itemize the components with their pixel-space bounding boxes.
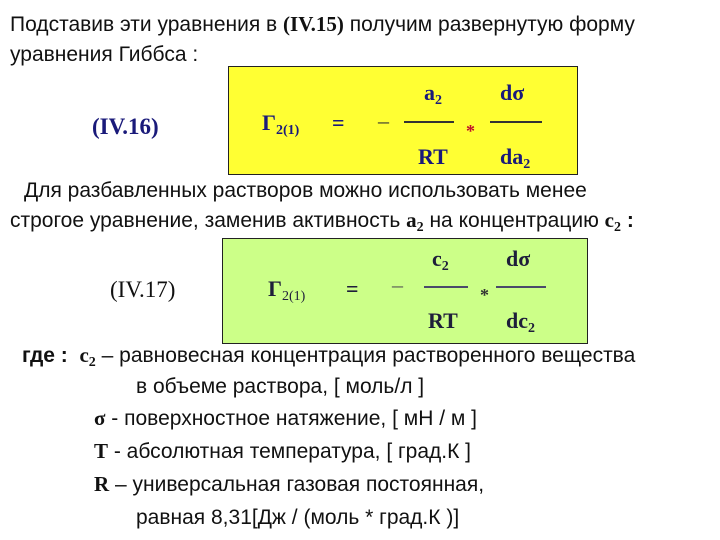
fraction4-denominator <box>506 310 535 336</box>
fraction3-denominator: RT <box>428 308 458 333</box>
equation-reference: (IV.15) <box>283 12 344 36</box>
gamma-subscript: 2(1) <box>276 123 300 138</box>
fraction2-denominator <box>500 146 530 172</box>
gamma-lhs <box>262 112 299 138</box>
dilute-line-1: Для разбавленных растворов можно использовать менее <box>24 179 587 202</box>
gamma-symbol: Γ <box>262 110 276 135</box>
gamma-subscript-17: 2(1) <box>282 289 306 304</box>
activity-subscript: 2 <box>435 93 442 108</box>
fraction4-numerator: dσ <box>506 246 531 271</box>
fraction2-numerator: dσ <box>500 80 525 105</box>
dc-subscript: 2 <box>528 321 535 336</box>
sigma-description: - поверхностное натяжение, [ мН / м ] <box>105 407 477 430</box>
c2-symbol: $c_2$ <box>79 343 96 370</box>
equation-label-iv16: (IV.16) <box>92 114 159 139</box>
minus-sign-17: – <box>392 272 403 297</box>
c2-description: – равновесная концентрация растворенного вещества <box>95 344 636 367</box>
minus-sign: – <box>378 108 389 133</box>
definition-R-cont: равная 8,31[Дж / (моль * град.К )] <box>136 506 460 529</box>
fraction4-bar <box>496 286 546 288</box>
R-description: – универсальная газовая постоянная, <box>109 473 485 496</box>
where-label: где : <box>22 344 68 367</box>
sigma-symbol: σ <box>94 406 106 430</box>
multiply-sign: * <box>466 121 475 141</box>
equation-label-iv17: (IV.17) <box>110 277 176 302</box>
dilute-text: строгое уравнение, заменив активность <box>10 209 407 232</box>
dc-symbol: dc <box>506 308 528 333</box>
definition-c2 <box>22 345 635 370</box>
intro-line-1 <box>10 14 635 35</box>
dilute-end: : <box>621 209 634 232</box>
activity-a2: $a_2$ <box>406 208 424 235</box>
R-symbol: R <box>94 472 110 496</box>
fraction1-numerator <box>424 82 442 108</box>
gamma-symbol-17: Γ <box>268 276 282 301</box>
T-symbol: T <box>94 439 109 463</box>
definition-R <box>94 474 484 495</box>
fraction2-bar <box>490 121 542 123</box>
equals-sign-17: = <box>346 276 359 301</box>
intro-line-2: уравнения Гиббса : <box>10 43 199 66</box>
multiply-sign-17: * <box>480 285 489 305</box>
da-subscript: 2 <box>523 157 531 172</box>
fraction3-bar <box>424 286 468 288</box>
fraction1-bar <box>404 121 454 123</box>
da-symbol: da <box>500 144 524 169</box>
intro-tail: получим развернутую форму <box>343 13 635 36</box>
concentration-c2: $c_2$ <box>604 208 621 235</box>
definition-c2-cont: в объеме раствора, [ моль/л ] <box>136 375 425 398</box>
dilute-mid: на концентрацию <box>423 209 605 232</box>
definition-T <box>94 441 471 462</box>
definition-sigma <box>94 408 477 429</box>
fraction3-numerator <box>432 248 449 274</box>
fraction1-denominator: RT <box>418 144 448 169</box>
activity-symbol: a <box>424 80 435 105</box>
dilute-line-2 <box>10 210 634 235</box>
equals-sign: = <box>332 110 345 135</box>
intro-text: Подставив эти уравнения в <box>10 13 284 36</box>
concentration-symbol: c <box>432 246 442 271</box>
T-description: - абсолютная температура, [ град.К ] <box>108 440 472 463</box>
concentration-subscript: 2 <box>441 259 449 274</box>
gamma-lhs-17 <box>268 278 305 304</box>
